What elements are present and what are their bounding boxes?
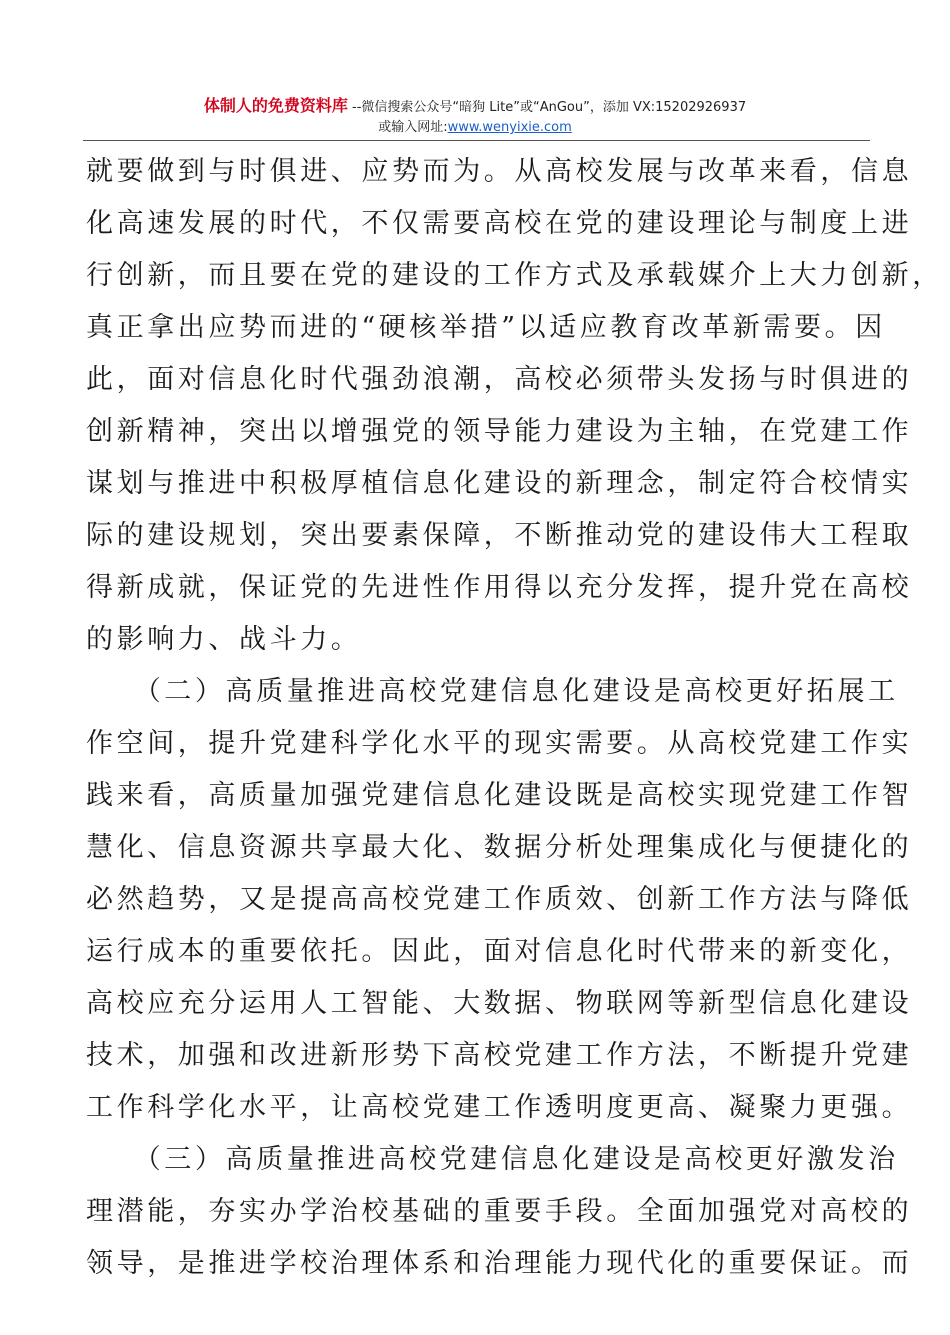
body-line: 此，面对信息化时代强劲浪潮，高校必须带头发扬与时俱进的 [86, 364, 913, 395]
document-body [86, 146, 943, 1290]
body-line: 创新精神，突出以增强党的领导能力建设为主轴，在党建工作 [86, 416, 913, 447]
header-url-prefix: 或输入网址: [378, 120, 448, 135]
body-line: 的影响力、战斗力。 [86, 624, 362, 655]
body-line: 技术，加强和改进新形势下高校党建工作方法，不断提升党建 [86, 1040, 913, 1071]
body-line: 化高速发展的时代，不仅需要高校在党的建设理论与制度上进 [86, 208, 913, 239]
body-line: 慧化、信息资源共享最大化、数据分析处理集成化与便捷化的 [86, 832, 913, 863]
body-line: 得新成就，保证党的先进性作用得以充分发挥，提升党在高校 [86, 572, 913, 603]
body-line: 践来看，高质量加强党建信息化建设既是高校实现党建工作智 [86, 780, 913, 811]
body-line: 领导，是推进学校治理体系和治理能力现代化的重要保证。而 [86, 1248, 913, 1279]
header-brand: 体制人的免费资料库 [203, 96, 348, 115]
body-line: 作空间，提升党建科学化水平的现实需要。从高校党建工作实 [86, 728, 913, 759]
header-url-link[interactable]: www.wenyixie.com [447, 120, 572, 135]
header-divider [83, 140, 870, 141]
body-line: （二）高质量推进高校党建信息化建设是高校更好拓展工 [86, 676, 899, 707]
body-line: 就要做到与时俱进、应势而为。从高校发展与改革来看，信息 [86, 156, 913, 187]
body-line: 际的建设规划，突出要素保障，不断推动党的建设伟大工程取 [86, 520, 913, 551]
body-line: 真正拿出应势而进的“硬核举措”以适应教育改革新需要。因 [86, 312, 886, 343]
header-url-line [0, 118, 950, 138]
body-line: 运行成本的重要依托。因此，面对信息化时代带来的新变化， [86, 936, 913, 967]
body-line: 高校应充分运用人工智能、大数据、物联网等新型信息化建设 [86, 988, 913, 1019]
body-line: 谋划与推进中积极厚植信息化建设的新理念，制定符合校情实 [86, 468, 913, 499]
body-line: （三）高质量推进高校党建信息化建设是高校更好激发治 [86, 1144, 899, 1175]
body-line: 必然趋势，又是提高高校党建工作质效、创新工作方法与降低 [86, 884, 913, 915]
body-line: 行创新，而且要在党的建设的工作方式及承载媒介上大力创新， [86, 260, 943, 291]
body-line: 工作科学化水平，让高校党建工作透明度更高、凝聚力更强。 [86, 1092, 913, 1123]
header-promo-line [0, 96, 950, 118]
page-header [0, 96, 950, 138]
header-promo-text: --微信搜索公众号“暗狗 Lite”或“AnGou”，添加 VX:15202926937 [347, 100, 747, 115]
body-line: 理潜能，夯实办学治校基础的重要手段。全面加强党对高校的 [86, 1196, 913, 1227]
